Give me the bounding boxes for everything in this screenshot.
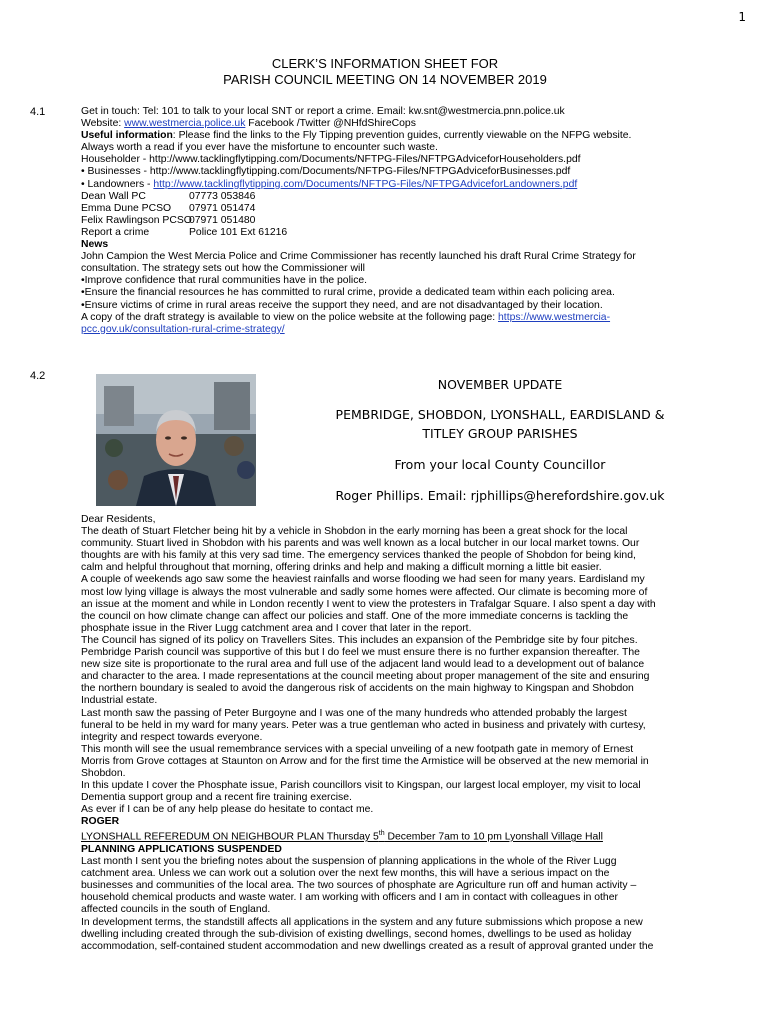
contact-line: Get in touch: Tel: 101 to talk to your local SNT or report a crime. Email: kw.snt@westmercia.pnn.police.uk [81, 106, 565, 117]
letter-line: As ever if I can be of any help please do hesitate to contact me. [81, 804, 374, 816]
strategy-link-part-1[interactable]: https://www.westmercia- [498, 311, 611, 323]
letter-line: calm and helpful throughout that morning, offering drinks and help and making a difficult morning a little bit easier. [81, 562, 602, 574]
letter-line: integrity and respect towards everyone. [81, 731, 263, 743]
parishes-heading: PEMBRIDGE, SHOBDON, LYONSHALL, EARDISLAND & [335, 407, 665, 422]
useful-info-line: Useful information: Please find the links to the Fly Tipping prevention guides, currently viewable on the NFPG website. [81, 130, 632, 142]
strategy-line: A copy of the draft strategy is available to view on the police website at the following page: https://www.westmercia- [81, 311, 611, 323]
letter-line: The death of Stuart Fletcher being hit by a vehicle in Shobdon in the early morning has been a great shock for the local [81, 526, 628, 538]
planning-line: catchment area. Unless we can work out a solution over the next few months, this will have a serious impact on the [81, 868, 610, 880]
portrait-image [96, 374, 256, 506]
planning-line: affected councils in the south of England. [81, 904, 271, 916]
update-heading: NOVEMBER UPDATE [437, 377, 563, 392]
letter-line: most low lying village is always the most vulnerable and sadly some homes were affected. Our climate is becoming more of [81, 586, 648, 598]
website-line: Website: www.westmercia.police.uk Facebook /Twitter @NHfdShireCops [81, 118, 416, 130]
letter-line: phosphate issue in the River Lugg catchment area and I cover that later in the report. [81, 622, 472, 634]
planning-line: businesses and communities of the local area. The two sources of phosphate are Agriculture run off and human activity – [81, 880, 637, 892]
text-line: consultation. The strategy sets out how the Commissioner will [81, 263, 365, 275]
planning-line: Last month I sent you the briefing notes about the suspension of planning applications in the whole of the River Lugg [81, 856, 617, 868]
text-line: •Improve confidence that rural communities have in the police. [81, 275, 368, 287]
text-line: •Ensure victims of crime in rural areas receive the support they need, and are not disadvantaged by their location. [81, 299, 603, 311]
letter-line: In this update I cover the Phosphate issue, Parish councillors visit to Kingspan, our largest local employer, my visit to local [81, 780, 641, 792]
contact-row: Dean Wall PC 07773 053846 [81, 190, 256, 202]
parishes-heading-2: TITLEY GROUP PARISHES [422, 426, 578, 441]
letter-line: Last month saw the passing of Peter Burgoyne and I was one of the many hundreds who attended probably the largest [81, 707, 627, 719]
letter-line: A couple of weekends ago saw some the heaviest rainfalls and worse flooding we had seen for many years. Eardisland my [81, 574, 645, 586]
letter-line: The Council has signed of its policy on Travellers Sites. This includes an expansion of the Pembridge site by four pitches. [81, 634, 638, 646]
section-4-2-body [81, 514, 753, 953]
planning-heading: PLANNING APPLICATIONS SUSPENDED [81, 844, 282, 855]
title-line-2: PARISH COUNCIL MEETING ON 14 NOVEMBER 2019 [223, 72, 547, 87]
landowners-link[interactable]: http://www.tacklingflytipping.com/Documents/NFTPG-Files/NFTPGAdviceforLandowners.pdf [153, 178, 578, 190]
section-number-4-2: 4.2 [30, 370, 46, 382]
letter-line: thoughts are with his family at this very sad time. The emergency services thanked the people of Shobdon for being kind, [81, 550, 636, 562]
councillor-photo [96, 374, 256, 506]
letter-line: new size site is proportionate to the rural area and full use of the adjacent land would lead to a development out of balance [81, 659, 645, 671]
letter-line: Shobdon. [81, 767, 126, 779]
landowners-line: • Landowners - http://www.tacklingflytipping.com/Documents/NFTPG-Files/NFTPGAdviceforLandowners.pdf [81, 178, 578, 190]
planning-line: In development terms, the standstill affects all applications in the system and any future submissions which propose a new [81, 916, 643, 928]
page-title [0, 56, 770, 88]
news-heading: News [81, 239, 109, 251]
referendum-line: LYONSHALL REFEREDUM ON NEIGHBOUR PLAN Thursday 5th December 7am to 10 pm Lyonshall Village Hall [81, 830, 603, 843]
text-line: •Ensure the financial resources he has committed to rural crime, provide a dedicated team within each policing area. [81, 287, 615, 299]
letter-line: Pembridge Parish council was supportive of this but I do feel we must ensure there is no further expansion thereafter. The [81, 647, 640, 659]
councillor-email: Roger Phillips. Email: rjphillips@herefordshire.gov.uk [335, 488, 665, 503]
letter-line: Dear Residents, [81, 514, 156, 525]
letter-line: and character to the area. I made representations at the council meeting about proper management of the site and ensuring [81, 671, 650, 683]
letter-line: funeral to be held in my ward for many years. Peter was a true gentleman who acted in business and privately with curtesy, [81, 719, 646, 731]
letter-line: This month will see the usual remembrance services with a special unveiling of a new footpath gate in memory of Ernest [81, 743, 634, 755]
section-number-4-1: 4.1 [30, 106, 46, 118]
planning-line: accommodation, self-contained student accommodation and new dwellings created as a result of approval granted under the [81, 940, 654, 952]
letter-line: Industrial estate. [81, 695, 158, 707]
planning-line: dwelling including created through the sub-division of existing dwellings, second homes, dwellings to be used as holiday [81, 928, 632, 940]
letter-line: the northern boundary is sealed to avoid the dangerous risk of accidents on the main highway to Kingspan and Shobdon [81, 683, 634, 695]
contact-row: Emma Dune PCSO 07971 051474 [81, 202, 256, 214]
page-number: 1 [738, 10, 746, 24]
section-4-1 [81, 106, 753, 336]
title-line-1: CLERK’S INFORMATION SHEET FOR [271, 56, 499, 71]
letter-line: Dementia support group and a recent fire training exercise. [81, 792, 352, 804]
letter-line: the council on how climate change can affect our policies and staff. One of the more immediate concerns is tackling the [81, 610, 629, 622]
contact-row: Felix Rawlingson PCSO07971 051480 [81, 214, 256, 226]
website-link[interactable]: www.westmercia.police.uk [124, 118, 246, 130]
text-line: John Campion the West Mercia Police and Crime Commissioner has recently launched his draft Rural Crime Strategy for [81, 251, 636, 263]
strategy-link-part-2[interactable]: pcc.gov.uk/consultation-rural-crime-strategy/ [81, 323, 285, 335]
strategy-line-2 [81, 324, 753, 336]
text-line: Always worth a read if you ever have the misfortune to encounter such waste. [81, 142, 438, 154]
contact-row: Report a crime Police 101 Ext 61216 [81, 226, 288, 238]
signature: ROGER [81, 816, 120, 828]
businesses-line: • Businesses - http://www.tacklingflytipping.com/Documents/NFTPG-Files/NFTPGAdviceforBusinesses.pdf [81, 166, 571, 178]
letter-line: community. Stuart lived in Shobdon with his parents and was well known as a local butcher in our local market towns. Our [81, 538, 640, 550]
councillor-heading: From your local County Councillor [394, 457, 606, 472]
planning-line: household chemical products and waste water. I am working with officers and I am in contact with colleagues in other [81, 892, 618, 904]
householder-line: Householder - http://www.tacklingflytipping.com/Documents/NFTPG-Files/NFTPGAdviceforHouseholders.pdf [81, 154, 581, 166]
letter-line: Morris from Grove cottages at Staunton on Arrow and for the first time the Armistice will be observed at the new memorial in [81, 755, 649, 767]
letter-line: an issue at the moment and while in London recently I went to view the protesters in Trafalgar Square. I also spent a day with [81, 598, 656, 610]
